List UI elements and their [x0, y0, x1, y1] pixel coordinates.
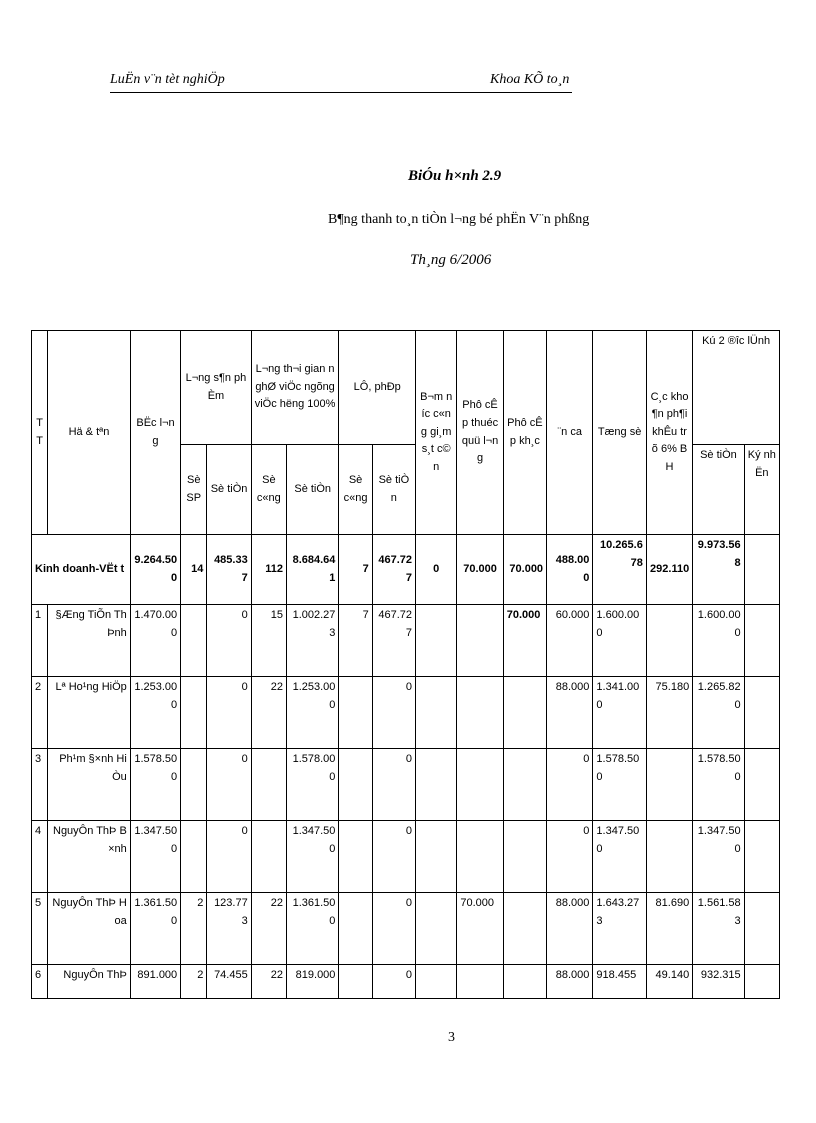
cell-hol-amt: 0: [372, 677, 415, 749]
cell-ceo: [416, 821, 457, 893]
cell-sp-amt: 0: [207, 821, 251, 893]
col-rec-sign-header: Ký nhËn: [744, 445, 779, 535]
cell-tt: 2: [32, 677, 48, 749]
cell-rec-amt: 1.561.583: [693, 893, 744, 965]
cell-allow-resp: [457, 821, 503, 893]
cell-sign: [744, 965, 779, 999]
cell-name: NguyÔn ThÞ Hoa: [48, 893, 131, 965]
page-number: 3: [448, 1030, 455, 1045]
cell-total: 1.347.500: [593, 821, 646, 893]
cell-ceo: [416, 965, 457, 999]
cell-tw-days: 15: [251, 605, 286, 677]
cell-tw-days: [251, 749, 286, 821]
cell-name: §Æng TiÕn ThÞnh: [48, 605, 131, 677]
cell-tw-amt: 1.361.500: [287, 893, 339, 965]
cell-hol-days: [339, 821, 372, 893]
total-ceo: 0: [416, 535, 457, 605]
cell-grade: 891.000: [130, 965, 180, 999]
cell-hol-days: [339, 965, 372, 999]
total-rec-amt: 9.973.568: [693, 535, 744, 605]
cell-sign: [744, 677, 779, 749]
cell-name: Lª Ho¹ng HiÖp: [48, 677, 131, 749]
table-row: [32, 749, 780, 821]
cell-allow-other: [503, 749, 546, 821]
cell-meal: 88.000: [547, 677, 593, 749]
cell-tw-days: [251, 821, 286, 893]
cell-total: 918.455: [593, 965, 646, 999]
cell-grade: 1.347.500: [130, 821, 180, 893]
cell-hol-amt: 0: [372, 965, 415, 999]
cell-rec-amt: 932.315: [693, 965, 744, 999]
table-row: [32, 893, 780, 965]
col-deductions-header: C¸c kho¶n ph¶i khÊu trõ 6% BH: [646, 331, 692, 535]
cell-allow-other: 70.000: [503, 605, 546, 677]
cell-hol-days: [339, 893, 372, 965]
table-row: [32, 677, 780, 749]
table-row: [32, 605, 780, 677]
col-total-header: Tæng sè: [593, 331, 646, 535]
cell-tw-amt: 819.000: [287, 965, 339, 999]
header-right-text: Khoa KÕ to¸n: [490, 72, 570, 87]
header-left-text: LuËn v¨n tèt nghiÖp: [110, 72, 225, 87]
cell-grade: 1.470.000: [130, 605, 180, 677]
cell-tt: 4: [32, 821, 48, 893]
table-row: [32, 821, 780, 893]
cell-total: 1.600.000: [593, 605, 646, 677]
cell-hol-days: 7: [339, 605, 372, 677]
cell-deductions: 81.690: [646, 893, 692, 965]
cell-hol-amt: 0: [372, 893, 415, 965]
cell-grade: 1.578.500: [130, 749, 180, 821]
col-allow-resp-header: Phô cÊp thuéc quü l¬ng: [457, 331, 503, 535]
col-tw-amt-header: Sè tiÒn: [287, 445, 339, 535]
total-hol-days: 7: [339, 535, 372, 605]
col-tt-header: T T: [32, 331, 48, 535]
total-hol-amt: 467.727: [372, 535, 415, 605]
header-divider: [110, 92, 572, 93]
cell-tt: 1: [32, 605, 48, 677]
cell-allow-resp: [457, 965, 503, 999]
col-holiday-header: LÔ, phÐp: [339, 331, 416, 445]
total-meal: 488.000: [547, 535, 593, 605]
cell-sign: [744, 605, 779, 677]
total-allow-resp: 70.000: [457, 535, 503, 605]
cell-sign: [744, 821, 779, 893]
total-tw-amt: 8.684.641: [287, 535, 339, 605]
col-sp-amt-header: Sè tiÒn: [207, 445, 251, 535]
cell-hol-amt: 0: [372, 749, 415, 821]
cell-meal: 60.000: [547, 605, 593, 677]
total-grade: 9.264.500: [130, 535, 180, 605]
cell-meal: 0: [547, 821, 593, 893]
col-rec-amt-header: Sè tiÒn: [693, 445, 744, 535]
cell-name: NguyÔn ThÞ B×nh: [48, 821, 131, 893]
cell-allow-resp: 70.000: [457, 893, 503, 965]
cell-ceo: [416, 677, 457, 749]
cell-deductions: [646, 605, 692, 677]
cell-meal: 88.000: [547, 893, 593, 965]
cell-ceo: [416, 605, 457, 677]
col-allow-other-header: Phô cÊp kh¸c: [503, 331, 546, 535]
cell-tw-days: 22: [251, 965, 286, 999]
figure-subtitle: B¶ng thanh to¸n tiÒn l¬ng bé phËn V¨n phßng: [328, 212, 590, 227]
col-time-wage-header: L¬ng th¬i gian nghØ viÖc ngõng viÖc hëng 100%: [251, 331, 339, 445]
cell-rec-amt: 1.347.500: [693, 821, 744, 893]
cell-tt: 6: [32, 965, 48, 999]
cell-allow-other: [503, 821, 546, 893]
col-hol-amt-header: Sè tiÒn: [372, 445, 415, 535]
cell-meal: 88.000: [547, 965, 593, 999]
cell-name: Ph¹m §×nh HiÒu: [48, 749, 131, 821]
cell-rec-amt: 1.265.820: [693, 677, 744, 749]
cell-tt: 3: [32, 749, 48, 821]
figure-month: Th¸ng 6/2006: [410, 252, 492, 268]
cell-sp-qty: [181, 821, 207, 893]
cell-name: NguyÔn ThÞ: [48, 965, 131, 999]
cell-deductions: [646, 749, 692, 821]
cell-sp-qty: 2: [181, 965, 207, 999]
col-hol-days-header: Sè c«ng: [339, 445, 372, 535]
cell-grade: 1.361.500: [130, 893, 180, 965]
payroll-table: [31, 330, 780, 999]
cell-sp-amt: 0: [207, 749, 251, 821]
total-rec-sign: [744, 535, 779, 605]
cell-total: 1.643.273: [593, 893, 646, 965]
table-row: [32, 965, 780, 999]
cell-sp-amt: 0: [207, 605, 251, 677]
cell-sp-amt: 74.455: [207, 965, 251, 999]
total-sum: 10.265.678: [593, 535, 646, 605]
cell-rec-amt: 1.600.000: [693, 605, 744, 677]
total-deductions: 292.110: [646, 535, 692, 605]
cell-hol-amt: 0: [372, 821, 415, 893]
col-ceo-header: B¬m níc c«ng gi¸m s¸t c©n: [416, 331, 457, 535]
cell-sp-qty: [181, 605, 207, 677]
cell-sp-qty: [181, 677, 207, 749]
cell-tw-amt: 1.253.000: [287, 677, 339, 749]
col-name-header: Hä & tªn: [48, 331, 131, 535]
cell-tw-days: 22: [251, 893, 286, 965]
cell-hol-amt: 467.727: [372, 605, 415, 677]
cell-tw-days: 22: [251, 677, 286, 749]
cell-sign: [744, 749, 779, 821]
cell-sp-qty: 2: [181, 893, 207, 965]
cell-tw-amt: 1.347.500: [287, 821, 339, 893]
employee-rows: [32, 605, 780, 999]
col-meal-header: ¨n ca: [547, 331, 593, 535]
total-tw-days: 112: [251, 535, 286, 605]
col-grade-header: BËc l¬ng: [130, 331, 180, 535]
cell-allow-other: [503, 677, 546, 749]
cell-allow-resp: [457, 677, 503, 749]
col-tw-days-header: Sè c«ng: [251, 445, 286, 535]
total-label: Kinh doanh-VËt t: [32, 535, 131, 605]
cell-total: 1.578.500: [593, 749, 646, 821]
cell-ceo: [416, 893, 457, 965]
cell-hol-days: [339, 677, 372, 749]
cell-sign: [744, 893, 779, 965]
cell-sp-amt: 0: [207, 677, 251, 749]
cell-tt: 5: [32, 893, 48, 965]
cell-tw-amt: 1.002.273: [287, 605, 339, 677]
cell-meal: 0: [547, 749, 593, 821]
cell-total: 1.341.000: [593, 677, 646, 749]
cell-allow-resp: [457, 605, 503, 677]
cell-allow-resp: [457, 749, 503, 821]
col-product-wage-header: L¬ng s¶n phÈm: [181, 331, 252, 445]
col-receive-header: Kú 2 ®îc lÜnh: [693, 331, 780, 445]
cell-grade: 1.253.000: [130, 677, 180, 749]
cell-deductions: [646, 821, 692, 893]
total-sp-amt: 485.337: [207, 535, 251, 605]
cell-sp-qty: [181, 749, 207, 821]
cell-deductions: 75.180: [646, 677, 692, 749]
total-row: [32, 535, 780, 605]
total-allow-other: 70.000: [503, 535, 546, 605]
cell-allow-other: [503, 893, 546, 965]
cell-tw-amt: 1.578.000: [287, 749, 339, 821]
cell-rec-amt: 1.578.500: [693, 749, 744, 821]
figure-title: BiÓu h×nh 2.9: [408, 168, 502, 184]
cell-hol-days: [339, 749, 372, 821]
cell-allow-other: [503, 965, 546, 999]
cell-ceo: [416, 749, 457, 821]
total-sp-qty: 14: [181, 535, 207, 605]
cell-deductions: 49.140: [646, 965, 692, 999]
cell-sp-amt: 123.773: [207, 893, 251, 965]
col-sp-qty-header: Sè SP: [181, 445, 207, 535]
